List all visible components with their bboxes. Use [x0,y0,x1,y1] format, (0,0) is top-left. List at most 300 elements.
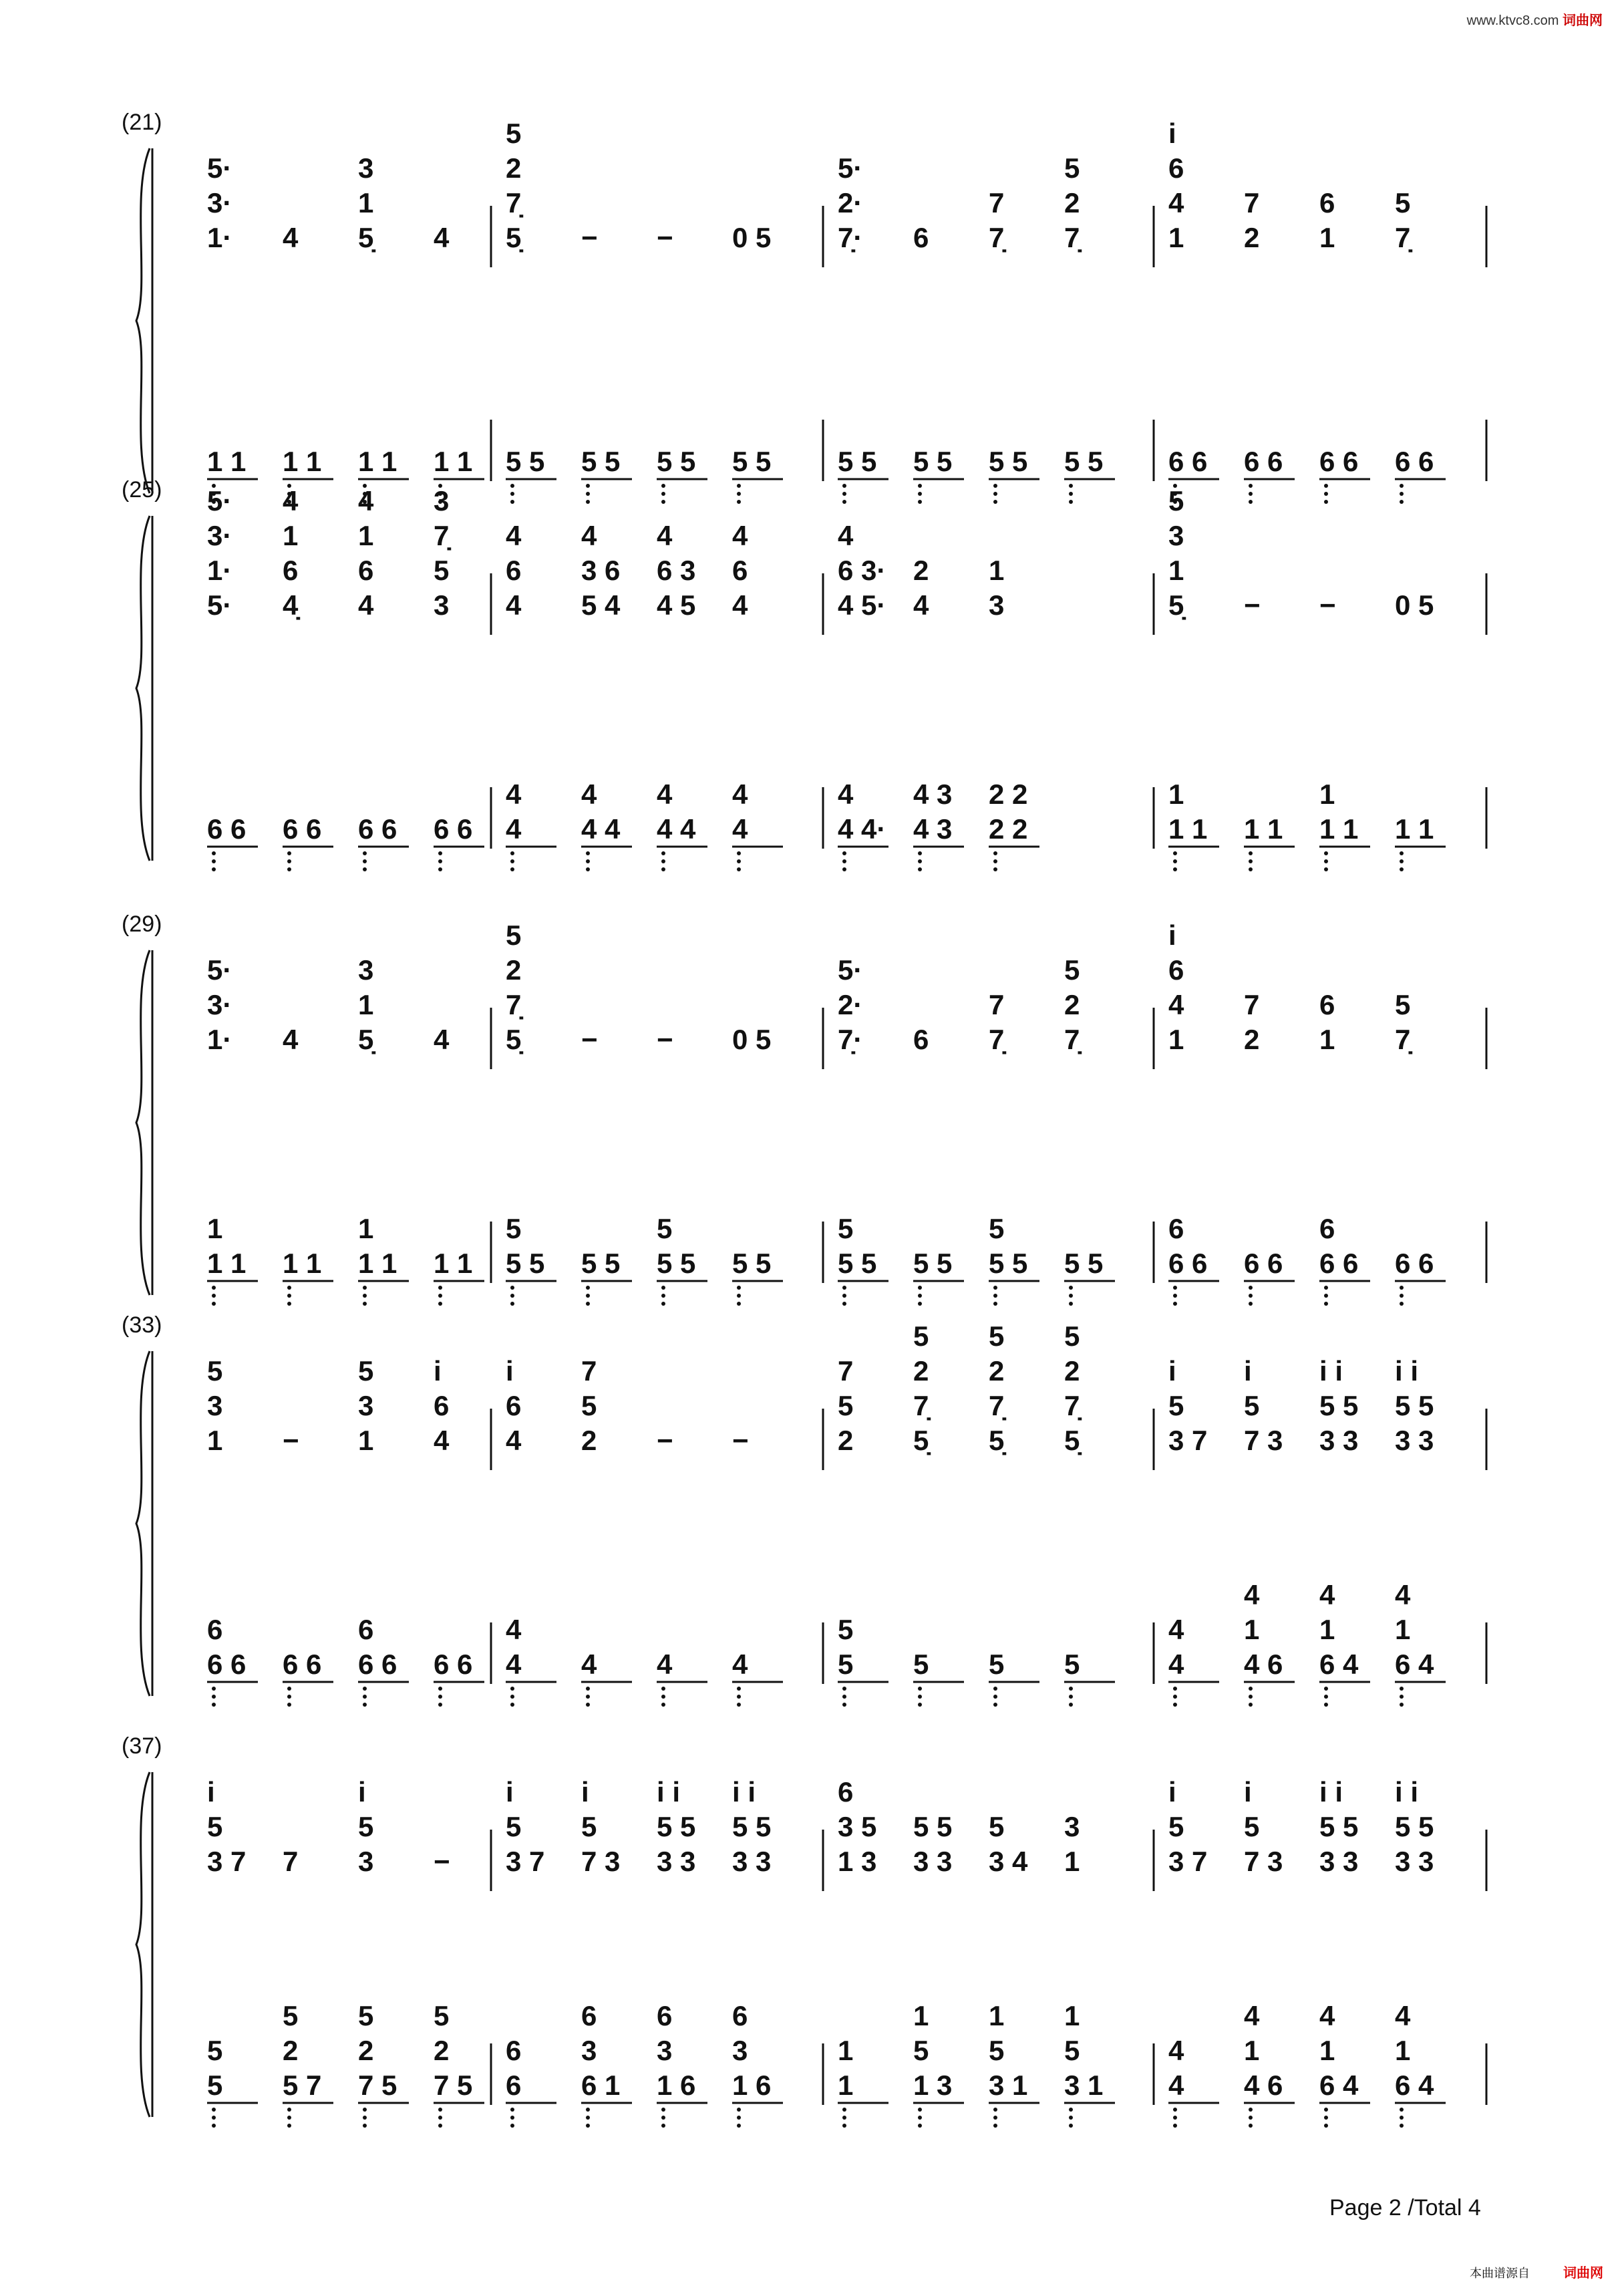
bass-note: 1 1 [283,1248,322,1279]
treble-note: 1 [358,520,374,551]
bass-note: 6 6 [283,813,322,845]
octave-dot [438,859,442,863]
treble-note: 6 [506,1390,522,1421]
bass-note: 4 [1319,1579,1335,1610]
octave-dot [1069,2116,1073,2120]
bass-note: 5 [434,2000,450,2031]
treble-note: 7 3 [1244,1425,1283,1456]
octave-dot [586,2116,590,2120]
octave-dot [1324,1703,1328,1707]
treble-note: 2 [1064,989,1080,1020]
treble-note: 3 3 [732,1846,772,1877]
treble-note: 3· [207,989,232,1020]
treble-note: 7̣ [989,1024,1005,1055]
treble-note: 0 5 [1395,589,1434,621]
bass-note: 3 [657,2035,673,2066]
treble-note: − [581,222,598,253]
octave-dot [212,859,216,863]
octave-dot [993,1703,997,1707]
octave-dot [287,2124,291,2128]
bass-note: 6 [506,2035,522,2066]
bass-note: 4 [1168,2069,1184,2101]
treble-note: i [1168,1355,1176,1387]
bass-note: 6 6 [1319,446,1359,477]
treble-note: 4 [506,589,522,621]
octave-dot [510,500,514,504]
bass-note: 5 [989,2035,1005,2066]
treble-note: 5 [434,555,450,586]
octave-dot [212,2116,216,2120]
octave-dot [1069,1294,1073,1298]
octave-dot [1249,867,1253,871]
bass-note: 6 6 [1395,446,1434,477]
octave-dot [287,2116,291,2120]
treble-note: 4 [732,520,748,551]
octave-dot [1400,851,1404,855]
treble-note: 7̣ [506,187,522,219]
octave-dot [510,1302,514,1306]
bass-note: 3 1 [1064,2069,1104,2101]
octave-dot [737,867,741,871]
treble-note: 7 [838,1355,854,1387]
octave-dot [842,492,846,496]
treble-note: 7̣· [838,222,863,253]
bass-note: 1 3 [913,2069,953,2101]
octave-dot [510,859,514,863]
treble-note: 5 [207,1355,223,1387]
treble-note: 7 [283,1846,299,1877]
treble-note: 5 5 [657,1811,696,1842]
measure-number: (21) [122,110,162,135]
treble-note: 6 3 [657,555,696,586]
treble-note: 5 [1064,954,1080,986]
octave-dot [1400,2124,1404,2128]
octave-dot [212,1695,216,1699]
treble-note: 5̣ [506,1024,522,1055]
treble-note: 7 3 [1244,1846,1283,1877]
treble-note: 5 [207,1811,223,1842]
treble-note: 5 [913,1320,929,1352]
octave-dot [1249,1302,1253,1306]
octave-dot [1324,851,1328,855]
bass-note: 5 5 [506,446,545,477]
octave-dot [1400,1294,1404,1298]
treble-note: 3 5 [838,1811,877,1842]
octave-dot [737,2124,741,2128]
treble-note: 5 5 [913,1811,953,1842]
octave-dot [1069,1703,1073,1707]
treble-note: − [657,1024,673,1055]
octave-dot [661,492,665,496]
treble-note: 2 [989,1355,1005,1387]
octave-dot [1400,2116,1404,2120]
octave-dot [586,859,590,863]
octave-dot [510,851,514,855]
bass-note: 5 5 [989,446,1028,477]
treble-note: 2 [1064,1355,1080,1387]
bass-note: 1 1 [434,1248,473,1279]
bass-note: 5 5 [657,446,696,477]
treble-note: i i [657,1776,681,1808]
treble-note: 6 3· [838,555,886,586]
treble-note: 5· [838,152,863,184]
treble-note: 7 3 [581,1846,621,1877]
octave-dot [1069,1695,1073,1699]
bass-note: 6 4 [1395,1649,1434,1680]
treble-note: − [657,222,673,253]
treble-note: 7̣ [989,222,1005,253]
octave-dot [510,492,514,496]
treble-note: 5 4 [581,589,621,621]
treble-note: 3 3 [657,1846,696,1877]
treble-note: 5 [1395,989,1411,1020]
octave-dot [737,492,741,496]
octave-dot [1069,1687,1073,1691]
octave-dot [586,1703,590,1707]
treble-note: 3 7 [1168,1846,1208,1877]
treble-note: 1 [358,1425,374,1456]
octave-dot [510,867,514,871]
octave-dot [1324,492,1328,496]
octave-dot [1400,1286,1404,1290]
bass-note: 6 6 [434,1649,473,1680]
octave-dot [1249,1695,1253,1699]
treble-note: 5̣ [506,222,522,253]
octave-dot [1249,2124,1253,2128]
octave-dot [842,484,846,488]
bass-note: 4 [506,1614,522,1645]
octave-dot [737,484,741,488]
treble-note: 5 5 [732,1811,772,1842]
octave-dot [1249,1687,1253,1691]
bass-note: 6 6 [207,1649,247,1680]
treble-note: 5· [838,954,863,986]
treble-note: 7̣ [1064,222,1080,253]
bass-note: 6 6 [1244,1248,1283,1279]
site-url: www.ktvc8.com [1466,13,1559,28]
octave-dot [212,2124,216,2128]
treble-note: 1 [989,555,1005,586]
octave-dot [363,2116,367,2120]
bass-note: 4 [581,1649,597,1680]
bass-note: 5 7 [283,2069,322,2101]
octave-dot [737,1294,741,1298]
bass-note: 5 [838,1213,854,1244]
footer-brand: 词曲网 [1563,2266,1603,2281]
bass-note: 1 [1319,1614,1335,1645]
bass-note: 2 [358,2035,374,2066]
octave-dot [1324,2116,1328,2120]
treble-note: 3 [358,1390,374,1421]
treble-note: 1 [358,989,374,1020]
treble-note: 5 5 [1395,1390,1434,1421]
octave-dot [586,1302,590,1306]
octave-dot [737,859,741,863]
bass-note: 1 6 [732,2069,772,2101]
footer-source-label: 本曲谱源自 [1470,2267,1530,2280]
bass-note: 3 1 [989,2069,1028,2101]
octave-dot [1069,1302,1073,1306]
bass-note: 4 6 [1244,2069,1283,2101]
treble-note: 5 [1168,485,1184,517]
treble-note: 7 [989,187,1005,219]
octave-dot [287,867,291,871]
octave-dot [993,1294,997,1298]
treble-note: 5 [581,1390,597,1421]
bass-note: 5 [1064,1649,1080,1680]
treble-note: 5 [358,1811,374,1842]
treble-note: 5̣ [913,1425,929,1456]
treble-note: 6 [732,555,748,586]
octave-dot [1400,1302,1404,1306]
octave-dot [993,492,997,496]
bass-note: 4 3 [913,778,953,810]
octave-dot [438,1302,442,1306]
octave-dot [1173,859,1177,863]
treble-note: 7 [1244,187,1260,219]
treble-note: i i [732,1776,756,1808]
treble-note: 3· [207,520,232,551]
octave-dot [918,1294,922,1298]
octave-dot [842,1302,846,1306]
octave-dot [287,851,291,855]
treble-note: 4 [657,520,673,551]
treble-note: 3 [1168,520,1184,551]
bass-note: 5 5 [838,1248,877,1279]
octave-dot [438,2124,442,2128]
bass-note: 5 [207,2035,223,2066]
treble-note: 1 [1319,1024,1335,1055]
bass-note: 1 1 [358,1248,397,1279]
treble-note: 6 [913,222,929,253]
octave-dot [1069,484,1073,488]
octave-dot [510,1286,514,1290]
bass-note: 5 [838,1649,854,1680]
bass-note: 4 [1168,1614,1184,1645]
octave-dot [993,500,997,504]
bass-note: 4 [1395,1579,1411,1610]
bass-note: 2 [434,2035,450,2066]
bass-note: 4 [657,1649,673,1680]
octave-dot [918,1302,922,1306]
bass-note: 5 [657,1213,673,1244]
octave-dot [212,1294,216,1298]
bass-note: 2 [283,2035,299,2066]
octave-dot [918,1687,922,1691]
octave-dot [363,1687,367,1691]
bass-note: 6 4 [1319,1649,1359,1680]
octave-dot [737,1286,741,1290]
bass-note: 1 [358,1213,374,1244]
bass-note: 1 [1395,1614,1411,1645]
treble-note: 0 5 [732,1024,772,1055]
octave-dot [1324,1302,1328,1306]
bass-note: 5 5 [989,1248,1028,1279]
octave-dot [842,2108,846,2112]
octave-dot [510,1703,514,1707]
treble-note: i [358,1776,366,1808]
octave-dot [842,1286,846,1290]
octave-dot [1173,2116,1177,2120]
octave-dot [993,2116,997,2120]
bass-note: 1 1 [1244,813,1283,845]
octave-dot [438,2108,442,2112]
octave-dot [510,2108,514,2112]
treble-note: 4 [434,222,450,253]
bass-note: 6 6 [1168,446,1208,477]
treble-note: 4 [358,485,374,517]
octave-dot [1249,851,1253,855]
octave-dot [212,1286,216,1290]
octave-dot [842,500,846,504]
treble-note: 6 [1319,187,1335,219]
treble-note: 3 [358,954,374,986]
bass-note: 1 [1168,778,1184,810]
treble-note: 5 [1064,152,1080,184]
treble-note: i i [1319,1776,1343,1808]
treble-note: 5· [207,152,232,184]
bass-note: 5 [989,1213,1005,1244]
treble-note: i [1168,118,1176,149]
octave-dot [918,2116,922,2120]
octave-dot [661,500,665,504]
octave-dot [993,859,997,863]
octave-dot [661,2124,665,2128]
treble-note: 7̣ [1064,1390,1080,1421]
octave-dot [1173,851,1177,855]
treble-note: 2 [506,954,522,986]
treble-note: 5 [1168,1811,1184,1842]
octave-dot [1069,1286,1073,1290]
octave-dot [1249,1703,1253,1707]
bass-note: 1 [1395,2035,1411,2066]
treble-note: 3 7 [506,1846,545,1877]
octave-dot [287,1687,291,1691]
treble-note: i [434,1355,442,1387]
treble-note: 3 [1064,1811,1080,1842]
octave-dot [1249,484,1253,488]
treble-note: 0 5 [732,222,772,253]
bass-note: 2 2 [989,813,1028,845]
octave-dot [1069,2108,1073,2112]
treble-note: 6 [1168,954,1184,986]
system-brace [136,516,150,861]
octave-dot [212,1687,216,1691]
octave-dot [1400,867,1404,871]
octave-dot [212,851,216,855]
treble-note: 7̣· [838,1024,863,1055]
octave-dot [1400,859,1404,863]
octave-dot [993,1695,997,1699]
octave-dot [1324,1687,1328,1691]
octave-dot [918,1695,922,1699]
treble-note: 5 [838,1390,854,1421]
bass-note: 4 [1395,2000,1411,2031]
measure-number: (33) [122,1312,162,1338]
bass-note: 4 4 [581,813,621,845]
treble-note: i [581,1776,589,1808]
treble-note: 1 [1168,222,1184,253]
octave-dot [1324,867,1328,871]
octave-dot [586,1695,590,1699]
bass-note: 1 [913,2000,929,2031]
bass-note: 1 1 [207,446,247,477]
octave-dot [1324,484,1328,488]
octave-dot [287,859,291,863]
bass-note: 1 1 [1168,813,1208,845]
right-watermark-strip [1613,0,1623,2284]
octave-dot [363,1703,367,1707]
page-indicator: Page 2 /Total 4 [1329,2195,1481,2221]
octave-dot [510,2116,514,2120]
octave-dot [363,867,367,871]
treble-note: 2 [506,152,522,184]
treble-note: 5 [1244,1811,1260,1842]
octave-dot [287,2108,291,2112]
octave-dot [586,484,590,488]
treble-note: 1 [358,187,374,219]
system-brace [136,950,150,1295]
octave-dot [661,859,665,863]
octave-dot [363,1302,367,1306]
treble-note: i [1244,1776,1252,1808]
bass-note: 3 [732,2035,748,2066]
octave-dot [1400,484,1404,488]
octave-dot [918,851,922,855]
bass-note: 1 [1064,2000,1080,2031]
treble-note: i [1168,1776,1176,1808]
bass-note: 1 [1244,1614,1260,1645]
octave-dot [993,867,997,871]
octave-dot [363,2108,367,2112]
treble-note: 5 [506,118,522,149]
octave-dot [1324,2124,1328,2128]
bass-note: 6 6 [207,813,247,845]
octave-dot [586,1286,590,1290]
octave-dot [1173,2124,1177,2128]
bass-note: 5 5 [913,446,953,477]
bass-note: 4 [838,778,854,810]
bass-note: 4 [506,1649,522,1680]
bass-note: 4 6 [1244,1649,1283,1680]
bass-note: 5 5 [732,1248,772,1279]
bass-note: 4 [1244,2000,1260,2031]
octave-dot [918,2124,922,2128]
octave-dot [918,859,922,863]
octave-dot [586,500,590,504]
bass-note: 6 [207,1614,223,1645]
treble-note: 1 [207,1425,223,1456]
treble-note: 6 [358,555,374,586]
octave-dot [586,492,590,496]
treble-note: 5̣ [1168,589,1184,621]
treble-note: 4 [283,222,299,253]
treble-note: − [732,1425,749,1456]
treble-note: 4 [283,1024,299,1055]
octave-dot [438,1687,442,1691]
treble-note: 3 3 [1319,1425,1359,1456]
bass-note: 6 6 [1395,1248,1434,1279]
octave-dot [586,1294,590,1298]
treble-note: − [1319,589,1336,621]
measure-number: (29) [122,911,162,937]
treble-note: 5 [581,1811,597,1842]
treble-note: 5̣ [1064,1425,1080,1456]
treble-note: 3 [207,1390,223,1421]
octave-dot [842,1703,846,1707]
octave-dot [586,1687,590,1691]
octave-dot [1249,2116,1253,2120]
